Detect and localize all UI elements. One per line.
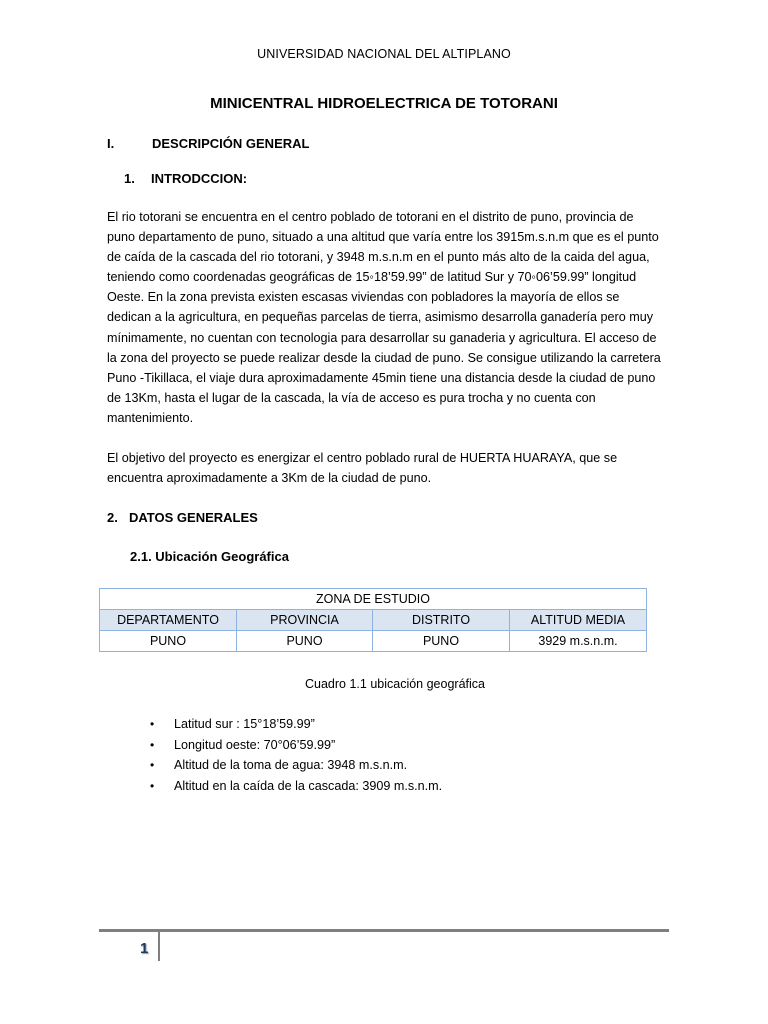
intro-paragraph: El rio totorani se encuentra en el centro poblado de totorani en el distrito de puno, provincia de puno departamento de puno, situado a una altitud que varía entre los 3915m.s.n.m que es el punto de caída de la cascada del rio totorani, y 3948 m.s.n.m en el punto más alto de la caida del agua, teniendo como coordenadas geográficas de 15◦18’59.99” de latitud Sur y 70◦06’59.99” longitud Oeste. En la zona prevista existen escasas viviendas con pobladores la mayoría de ellos se dedican a la agricultura, en pequeñas parcelas de tierra, asimismo desarrolla ganadería pero muy mínimamente, no cuentan con tecnologia para desarrollar su ganaderia y agricultura. El acceso de la zona del proyecto se puede realizar desde la ciudad de puno. Se consigue utilizando la carretera Puno -Tikillaca, el viaje dura aproximadamente 45min tiene una distancia desde la ciudad de puno de 13Km, hasta el lugar de la cascada, la vía de acceso es pura trocha y no cuenta con mantenimiento. <box>107 210 661 425</box>
section-label: DATOS GENERALES <box>129 510 258 525</box>
table-row <box>100 631 647 652</box>
table-header-cell: DISTRITO <box>373 610 510 631</box>
list-item-text: Latitud sur : 15°18’59.99” <box>174 717 315 731</box>
table-header-cell: PROVINCIA <box>237 610 373 631</box>
bullet-icon: • <box>150 758 155 772</box>
table-header-row <box>100 610 647 631</box>
list-item-text: Altitud de la toma de agua: 3948 m.s.n.m. <box>174 758 408 772</box>
bullet-icon: • <box>150 778 155 793</box>
list-item-text: Longitud oeste: 70°06’59.99” <box>174 737 336 752</box>
table-cell: PUNO <box>100 631 237 652</box>
subsection-label: INTRODCCION: <box>151 171 248 186</box>
section-label: DESCRIPCIÓN GENERAL <box>152 136 310 151</box>
list-item <box>150 714 442 735</box>
list-item <box>150 735 442 756</box>
table-cell: PUNO <box>237 631 373 652</box>
table-header-cell: ALTITUD MEDIA <box>510 610 647 631</box>
table-title: ZONA DE ESTUDIO <box>100 589 647 610</box>
location-table <box>99 588 647 652</box>
bullet-icon: • <box>150 717 155 731</box>
subsection-heading-intro <box>124 171 247 186</box>
page-number: 1 <box>140 940 149 957</box>
section-heading-1 <box>107 136 309 151</box>
page-number-divider <box>158 932 160 961</box>
table-header-cell: DEPARTAMENTO <box>100 610 237 631</box>
list-item <box>150 776 442 797</box>
table-cell: PUNO <box>373 631 510 652</box>
objective-paragraph: El objetivo del proyecto es energizar el centro poblado rural de HUERTA HUARAYA, que se encuentra aproximadamente a 3Km de la ciudad de puno. <box>107 451 618 486</box>
section-number: I. <box>107 136 115 151</box>
subsection-heading-location: 2.1. Ubicación Geográfica <box>130 549 289 564</box>
table-cell: 3929 m.s.n.m. <box>510 631 647 652</box>
running-header: UNIVERSIDAD NACIONAL DEL ALTIPLANO <box>257 47 511 61</box>
table-caption: Cuadro 1.1 ubicación geográfica <box>305 677 485 691</box>
bullet-icon: • <box>150 737 155 752</box>
section-number: 2. <box>107 510 118 525</box>
list-item <box>150 755 442 776</box>
coordinates-list <box>150 714 442 796</box>
subsection-number: 1. <box>124 171 135 186</box>
document-title: MINICENTRAL HIDROELECTRICA DE TOTORANI <box>210 95 558 112</box>
footer-divider <box>99 929 669 932</box>
list-item-text: Altitud en la caída de la cascada: 3909 m.s.n.m. <box>174 778 443 793</box>
section-heading-2 <box>107 510 258 525</box>
